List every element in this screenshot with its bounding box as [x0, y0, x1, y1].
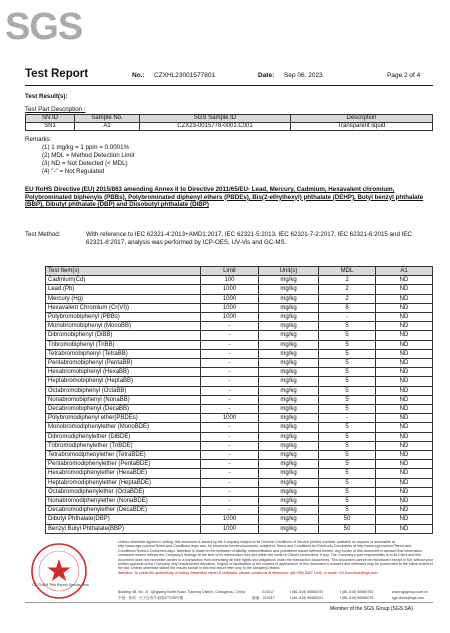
- table-cell: Hexabromodiphenylether (HexaBDE): [46, 469, 201, 478]
- table-cell: mg/kg: [259, 331, 319, 340]
- table-cell: ND: [376, 515, 433, 524]
- table-cell: mg/kg: [259, 303, 319, 312]
- column-header: MDL: [319, 267, 376, 276]
- table-cell: 5: [319, 460, 376, 469]
- sample-description-table: [25, 114, 433, 131]
- table-cell: 5: [319, 359, 376, 368]
- table-row: [46, 386, 433, 395]
- table-cell: ND: [376, 395, 433, 404]
- table-row: [46, 285, 433, 294]
- column-header: Unit(s): [259, 267, 319, 276]
- table-cell: mg/kg: [259, 294, 319, 303]
- postcode-en: 213017: [262, 590, 274, 594]
- table-cell: ND: [376, 386, 433, 395]
- table-row: [46, 368, 433, 377]
- table-row: [46, 451, 433, 460]
- table-row: [46, 359, 433, 368]
- table-row: [46, 340, 433, 349]
- table-cell: 5: [319, 395, 376, 404]
- table-cell: Lead (Pb): [46, 285, 201, 294]
- table-cell: mg/kg: [259, 368, 319, 377]
- table-cell: 5: [319, 377, 376, 386]
- table-row: [46, 497, 433, 506]
- table-cell: 5: [319, 386, 376, 395]
- table-cell: 1000: [201, 294, 259, 303]
- table-row: [46, 313, 433, 322]
- table-cell: Hexavalent Chromium (Cr(VI)): [46, 303, 201, 312]
- table-cell: Decabromodiphenylether (DecaBDE): [46, 506, 201, 515]
- table-cell: -: [201, 451, 259, 460]
- table-cell: ND: [376, 469, 433, 478]
- table-cell: ND: [376, 432, 433, 441]
- table-cell: 5: [319, 506, 376, 515]
- telephone-cn: t (86–519) 85580021: [290, 596, 324, 600]
- table-row: [46, 276, 433, 285]
- report-number-label: No.:: [132, 72, 145, 79]
- table-cell: mg/kg: [259, 441, 319, 450]
- sgs-logo: [5, 5, 93, 49]
- column-header: A1: [376, 267, 433, 276]
- table-cell: CZX23-0015778-0001.C001: [140, 123, 291, 131]
- table-cell: ND: [376, 451, 433, 460]
- table-cell: ND: [376, 460, 433, 469]
- table-cell: 1000: [201, 285, 259, 294]
- test-method-label: Test Method:: [25, 231, 61, 238]
- table-cell: -: [319, 313, 376, 322]
- table-cell: -: [201, 395, 259, 404]
- table-row: [46, 524, 433, 533]
- table-cell: ND: [376, 331, 433, 340]
- fax-1: f (86–519) 85580753: [340, 590, 374, 594]
- table-cell: Tetrabromodiphenylether (TetraBDE): [46, 451, 201, 460]
- sgs-logo-text: SGS: [5, 6, 83, 48]
- remark-item: (2) MDL = Method Detection Limit: [42, 152, 135, 159]
- table-cell: mg/kg: [259, 423, 319, 432]
- remark-item: (1) 1 mg/kg = 1 ppm = 0.0001%: [42, 144, 130, 151]
- table-cell: -: [201, 349, 259, 358]
- table-cell: ND: [376, 497, 433, 506]
- table-cell: Polybromobiphenyl (PBBs): [46, 313, 201, 322]
- header-divider: [25, 85, 433, 86]
- website-link[interactable]: www.sgsgroup.com.cn: [392, 590, 428, 594]
- table-cell: -: [201, 331, 259, 340]
- table-cell: 2: [319, 285, 376, 294]
- report-title: Test Report: [25, 68, 89, 80]
- table-row: [46, 469, 433, 478]
- table-cell: mg/kg: [259, 322, 319, 331]
- table-cell: Hexabromobiphenyl (HexaBB): [46, 368, 201, 377]
- table-cell: 5: [319, 423, 376, 432]
- table-row: [46, 487, 433, 496]
- stamp-caption: CZ CHEM Test Report Special Seal: [32, 583, 89, 587]
- table-cell: -: [201, 441, 259, 450]
- disclaimer-text: Unless otherwise agreed in writing, this document is issued by the Company subject to its General Conditions of Service printed overleaf, available on request or accessible at http://www.sgs.com/en/Terms-and-Conditions.aspx and, for electronic format documents, subject to Terms and Conditions for Electronic Documents at http://www.sgs.com/en/Terms-and-Conditions/Terms-e-Document.aspx. Attention is drawn to the limitation of liability, indemnification and jurisdiction issues defined therein. Any holder of this document is advised that information contained hereon reflects the Company's findings at the time of its intervention only and within the limits of Client's instructions, if any. The Company's sole responsibility is to its Client and this document does not exonerate parties to a transaction from exercising all their rights and obligations under the transaction documents. This document cannot be reproduced except in full, without prior written approval of the Company. Any unauthorized alteration, forgery or falsification of the content or appearance of this document is unlawful and offenders may be prosecuted to the fullest extent of the law. Unless otherwise stated the results shown in this test report refer only to the sample(s) tested.: [118, 540, 434, 571]
- table-cell: ND: [376, 441, 433, 450]
- address-cn: 中国 · 常州 · 天宁区青洋北路47号3B号楼: [118, 596, 184, 600]
- table-cell: 5: [319, 487, 376, 496]
- table-cell: -: [201, 423, 259, 432]
- table-row: [46, 294, 433, 303]
- table-cell: -: [201, 497, 259, 506]
- table-row: [46, 331, 433, 340]
- fax-2: f (86–519) 85580075: [340, 596, 374, 600]
- table-cell: Cadmium(Cd): [46, 276, 201, 285]
- table-cell: Pentabromodiphenylether (PentaBDE): [46, 460, 201, 469]
- table-cell: 5: [319, 497, 376, 506]
- directive-title: EU RoHS Directive (EU) 2015/863 amending Annex II to Directive 2011/65/EU- Lead, Mercury, Cadmium, Hexavalent chromium, Polybrominated biphenyls (PBBs), Polybrominated diphenyl ethers (PBDEs), Bis(2-ethylhexyl) phthalate (DEHP), Butyl benzyl phthalate (BBP), Dibutyl phthalate (DBP) and Diisobutyl phthalate (DIBP): [25, 186, 424, 209]
- table-cell: mg/kg: [259, 340, 319, 349]
- table-row: [46, 478, 433, 487]
- table-cell: 5: [319, 441, 376, 450]
- table-cell: Tribromodiphenylether (TriBDE): [46, 441, 201, 450]
- table-cell: ND: [376, 405, 433, 414]
- postcode-cn: 邮编：213017: [252, 596, 275, 600]
- table-row: [46, 349, 433, 358]
- table-cell: 8: [319, 303, 376, 312]
- table-cell: mg/kg: [259, 460, 319, 469]
- test-method-text: With reference to IEC 62321-4:2013+AMD1:2017, IEC 62321-5:2013, IEC 62321-7-2:2017, IEC 62321-6:2015 and IEC 62321-8:2017, analysis was performed by ICP-OES, UV-Vis and GC-MS.: [86, 231, 412, 246]
- table-cell: Tribromobiphenyl (TriBB): [46, 340, 201, 349]
- table-row: [26, 123, 433, 131]
- table-cell: ND: [376, 377, 433, 386]
- table-cell: 50: [319, 524, 376, 533]
- table-cell: mg/kg: [259, 386, 319, 395]
- column-header: Limit: [201, 267, 259, 276]
- table-row: [46, 515, 433, 524]
- table-cell: ND: [376, 414, 433, 423]
- table-cell: ND: [376, 303, 433, 312]
- table-cell: ND: [376, 423, 433, 432]
- table-row: [46, 506, 433, 515]
- legal-disclaimer: [118, 540, 436, 575]
- table-cell: Dibromobiphenyl (DiBB): [46, 331, 201, 340]
- table-cell: mg/kg: [259, 313, 319, 322]
- table-cell: mg/kg: [259, 497, 319, 506]
- table-row: [46, 460, 433, 469]
- report-date-label: Date:: [258, 72, 275, 79]
- table-cell: 1000: [201, 303, 259, 312]
- table-cell: mg/kg: [259, 395, 319, 404]
- table-cell: 5: [319, 478, 376, 487]
- email-link[interactable]: sgs.china@sgs.com: [392, 596, 425, 600]
- table-cell: mg/kg: [259, 469, 319, 478]
- table-cell: mg/kg: [259, 451, 319, 460]
- table-row: [46, 432, 433, 441]
- table-cell: mg/kg: [259, 478, 319, 487]
- column-header: Sample No.: [75, 115, 140, 123]
- table-cell: Decabromobiphenyl (DecaBB): [46, 405, 201, 414]
- table-cell: ND: [376, 313, 433, 322]
- table-cell: 5: [319, 451, 376, 460]
- table-cell: ND: [376, 285, 433, 294]
- table-cell: Transparent liquid: [291, 123, 433, 131]
- table-cell: A1: [75, 123, 140, 131]
- table-cell: Mercury (Hg): [46, 294, 201, 303]
- results-table-body: [46, 276, 433, 534]
- table-cell: 5: [319, 405, 376, 414]
- table-cell: 50: [319, 515, 376, 524]
- authenticity-notice: Attention: To check the authenticity of testing /inspection report & certificate, please contact us at telephone: (86-755) 8307 1443, or email: CN.Doccheck@sgs.com: [118, 570, 378, 575]
- report-date: Sep 06, 2023: [284, 72, 323, 79]
- table-row: [46, 303, 433, 312]
- table-cell: 5: [319, 368, 376, 377]
- table-cell: -: [201, 340, 259, 349]
- address-en: Building 3B, No. 47, Qingyang North Road, Tianning District, Changzhou, China: [118, 590, 245, 594]
- table-cell: mg/kg: [259, 405, 319, 414]
- table-cell: 5: [319, 340, 376, 349]
- table-cell: ND: [376, 487, 433, 496]
- table-cell: Tetrabromobiphenyl (TetraBB): [46, 349, 201, 358]
- table-cell: Octabromodiphenylether (OctaBDE): [46, 487, 201, 496]
- table-cell: -: [201, 432, 259, 441]
- remark-item: (3) ND = Not Detected (< MDL): [42, 160, 128, 167]
- table-cell: Dibromodiphenylether (DiBDE): [46, 432, 201, 441]
- table-cell: Monobromobiphenyl (MonoBB): [46, 322, 201, 331]
- table-cell: Octabromobiphenyl (OctaBB): [46, 386, 201, 395]
- table-cell: Monobromodiphenylether (MonoBDE): [46, 423, 201, 432]
- table-cell: Heptabromodiphenylether (HeptaBDE): [46, 478, 201, 487]
- table-cell: ND: [376, 340, 433, 349]
- table-header-row: [26, 115, 433, 123]
- table-cell: -: [201, 405, 259, 414]
- table-cell: mg/kg: [259, 487, 319, 496]
- table-cell: -: [201, 469, 259, 478]
- table-cell: 5: [319, 322, 376, 331]
- table-cell: SN1: [26, 123, 75, 131]
- table-cell: -: [201, 368, 259, 377]
- red-seal-stamp: [30, 542, 88, 600]
- table-cell: mg/kg: [259, 524, 319, 533]
- table-cell: 1000: [201, 515, 259, 524]
- table-cell: 1000: [201, 524, 259, 533]
- table-cell: 2: [319, 276, 376, 285]
- table-row: [46, 441, 433, 450]
- table-cell: -: [319, 414, 376, 423]
- table-cell: 100: [201, 276, 259, 285]
- column-header: Test Item(s): [46, 267, 201, 276]
- table-cell: ND: [376, 276, 433, 285]
- table-cell: 5: [319, 349, 376, 358]
- page-number: Page 2 of 4: [387, 72, 421, 79]
- report-number: CZXHL23001577801: [154, 72, 216, 79]
- table-cell: mg/kg: [259, 432, 319, 441]
- table-header-row: [46, 267, 433, 276]
- table-cell: -: [201, 478, 259, 487]
- table-cell: 5: [319, 432, 376, 441]
- table-cell: ND: [376, 478, 433, 487]
- column-header: Description: [291, 115, 433, 123]
- table-cell: 2: [319, 294, 376, 303]
- part-description-heading: Test Part Description :: [25, 106, 86, 113]
- table-cell: -: [201, 506, 259, 515]
- table-cell: Heptabromobiphenyl (HeptaBB): [46, 377, 201, 386]
- table-cell: mg/kg: [259, 506, 319, 515]
- table-row: [46, 405, 433, 414]
- table-cell: -: [201, 377, 259, 386]
- remark-item: (4) "-" = Not Regulated: [42, 168, 105, 175]
- table-cell: Polybromodiphenyl ether(PBDEs): [46, 414, 201, 423]
- table-row: [46, 414, 433, 423]
- column-header: SN ID: [26, 115, 75, 123]
- table-cell: ND: [376, 349, 433, 358]
- column-header: SGS Sample ID: [140, 115, 291, 123]
- table-cell: -: [201, 359, 259, 368]
- table-cell: ND: [376, 368, 433, 377]
- table-cell: 1000: [201, 313, 259, 322]
- table-row: [46, 423, 433, 432]
- table-cell: Pentabromobiphenyl (PentaBB): [46, 359, 201, 368]
- table-row: [46, 395, 433, 404]
- table-cell: mg/kg: [259, 377, 319, 386]
- sgs-membership: Member of the SGS Group (SGS SA): [330, 606, 413, 612]
- table-cell: mg/kg: [259, 276, 319, 285]
- table-cell: -: [201, 322, 259, 331]
- telephone-en: t (86–519) 85580070: [290, 590, 324, 594]
- table-cell: ND: [376, 506, 433, 515]
- table-cell: -: [201, 487, 259, 496]
- table-row: [46, 377, 433, 386]
- table-cell: Nonabromobiphenyl (NonaBB): [46, 395, 201, 404]
- table-cell: -: [201, 386, 259, 395]
- table-cell: ND: [376, 359, 433, 368]
- results-heading: Test Result(s):: [25, 93, 68, 100]
- table-cell: mg/kg: [259, 414, 319, 423]
- test-results-table: [45, 266, 433, 534]
- table-row: [46, 322, 433, 331]
- table-cell: mg/kg: [259, 285, 319, 294]
- table-cell: mg/kg: [259, 349, 319, 358]
- table-cell: 5: [319, 331, 376, 340]
- table-cell: mg/kg: [259, 359, 319, 368]
- table-cell: Dibutyl Phthalate(DBP): [46, 515, 201, 524]
- table-cell: 5: [319, 469, 376, 478]
- table-cell: -: [201, 460, 259, 469]
- table-cell: ND: [376, 322, 433, 331]
- footer-divider: [25, 602, 433, 603]
- table-cell: Benzyl Butyl Phthalate(BBP): [46, 524, 201, 533]
- table-cell: 1000: [201, 414, 259, 423]
- table-cell: mg/kg: [259, 515, 319, 524]
- table-cell: ND: [376, 524, 433, 533]
- table-cell: Nonabromodiphenylether (NonaBDE): [46, 497, 201, 506]
- table-cell: ND: [376, 294, 433, 303]
- remarks-label: Remarks:: [25, 136, 52, 143]
